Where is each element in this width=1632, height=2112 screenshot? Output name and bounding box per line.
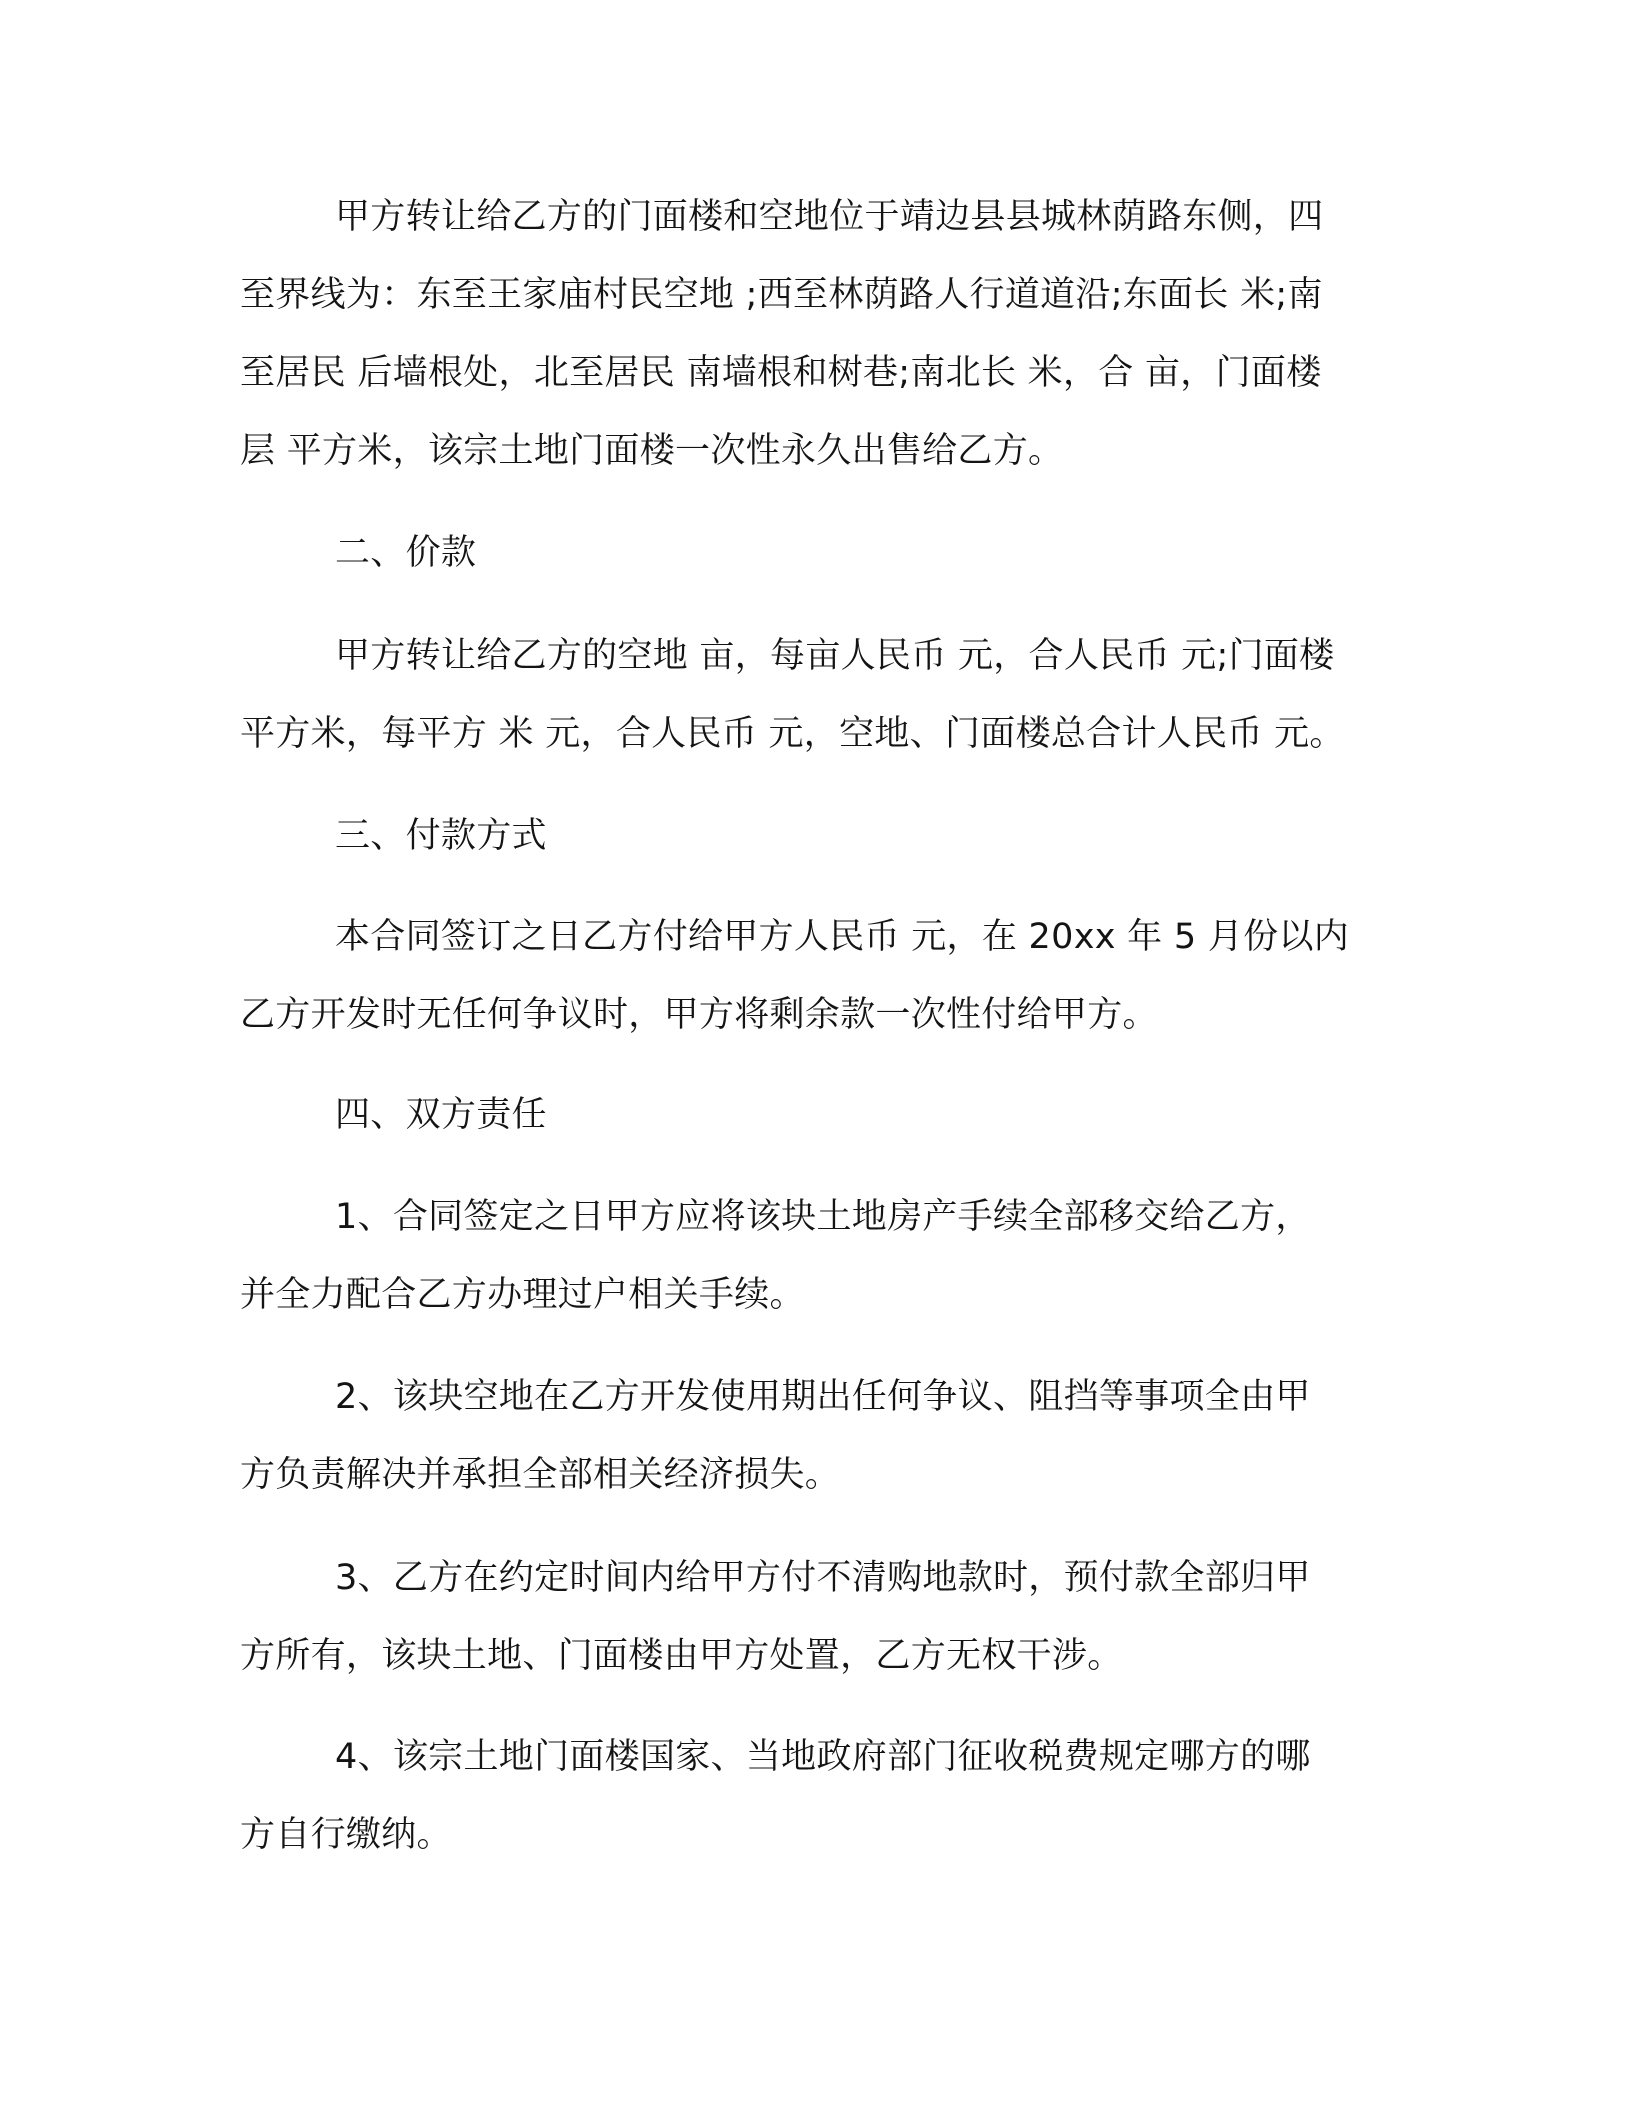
text-line: 本合同签订之日乙方付给甲方人民币 元，在 20xx 年 5 月份以内 [335, 917, 1350, 957]
section-heading: 四、双方责任 [335, 1095, 547, 1135]
text-line: 方自行缴纳。 [240, 1815, 452, 1855]
section-heading: 二、价款 [335, 533, 477, 573]
text-line: 至界线为：东至王家庙村民空地 ;西至林荫路人行道道沿;东面长 米;南 [240, 275, 1323, 315]
responsibility-item-3 [240, 1539, 1390, 1695]
text-line: 层 平方米，该宗土地门面楼一次性永久出售给乙方。 [240, 431, 1064, 471]
text-line: 甲方转让给乙方的空地 亩，每亩人民币 元，合人民币 元;门面楼 [335, 636, 1335, 676]
text-line: 平方米，每平方 米 元，合人民币 元，空地、门面楼总合计人民币 元。 [240, 714, 1345, 754]
text-line: 乙方开发时无任何争议时，甲方将剩余款一次性付给甲方。 [240, 995, 1158, 1035]
text-line: 并全力配合乙方办理过户相关手续。 [240, 1275, 805, 1315]
responsibility-item-2 [240, 1358, 1390, 1514]
text-line: 方所有，该块土地、门面楼由甲方处置，乙方无权干涉。 [240, 1636, 1123, 1676]
paragraph-price [240, 617, 1390, 773]
text-line: 1、合同签定之日甲方应将该块土地房产手续全部移交给乙方， [335, 1197, 1311, 1237]
text-line: 至居民 后墙根处，北至居民 南墙根和树巷;南北长 米，合 亩，门面楼 [240, 353, 1322, 393]
text-line: 4、该宗土地门面楼国家、当地政府部门征收税费规定哪方的哪 [335, 1737, 1311, 1777]
text-line: 2、该块空地在乙方开发使用期出任何争议、阻挡等事项全由甲 [335, 1377, 1311, 1417]
paragraph-payment [240, 898, 1390, 1054]
responsibility-item-4 [240, 1718, 1390, 1874]
paragraph-location [240, 178, 1390, 490]
section-heading-responsibility [240, 1076, 1390, 1154]
text-line: 甲方转让给乙方的门面楼和空地位于靖边县县城林荫路东侧，四 [335, 197, 1324, 237]
text-line: 3、乙方在约定时间内给甲方付不清购地款时，预付款全部归甲 [335, 1558, 1311, 1598]
section-heading: 三、付款方式 [335, 816, 547, 856]
text-line: 方负责解决并承担全部相关经济损失。 [240, 1455, 841, 1495]
section-heading-price [240, 514, 1390, 592]
section-heading-payment [240, 797, 1390, 875]
responsibility-item-1 [240, 1178, 1390, 1334]
